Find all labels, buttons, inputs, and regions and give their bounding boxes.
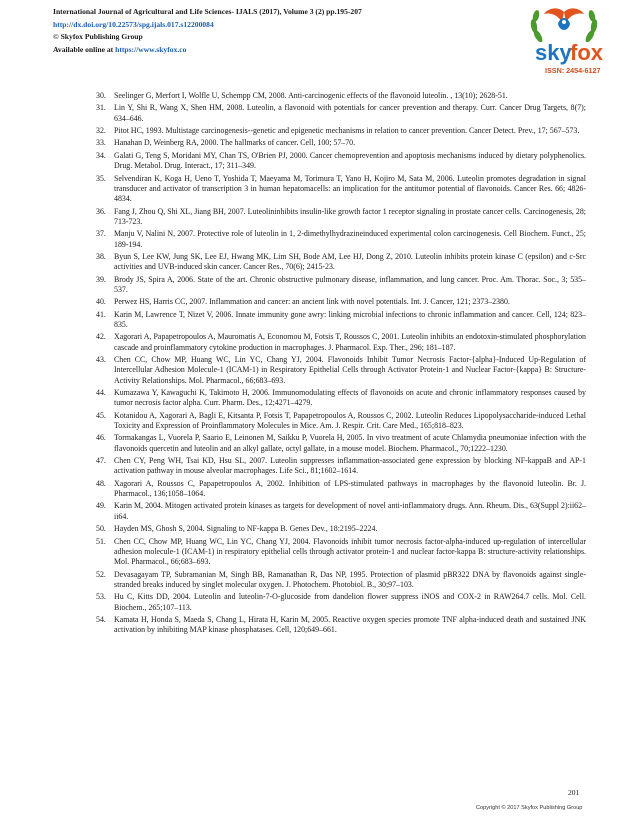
reference-number: 54.: [96, 614, 106, 624]
reference-number: 44.: [96, 388, 106, 398]
reference-number: 33.: [96, 138, 106, 148]
reference-text: Chen CY, Peng WH, Tsai KD, Hsu SL, 2007. Luteolin suppresses inflammation-associated gene expression by blocking NF-kappaB and AP-1 activation pathway in mouse alveolar macrophages. Life Sci., 81;1602–1614.: [114, 456, 586, 476]
reference-text: Chen CC, Chow MP, Huang WC, Lin YC, Chang YJ, 2004. Flavonoids Inhibit Tumor Necrosis Factor-{alpha}-Induced Up-Regulation of Intercellular Adhesion Molecule-1 (ICAM-1) in Respiratory Epithelial Cells through Activator Protein-1 and Nuclear Factor-{kappa} B: Structure-Activity Relationships. Mol. Pharmacol., 66;683–693.: [114, 355, 586, 385]
reference-text: Kotanidou A, Xagorari A, Bagli E, Kitsanta P, Fotsis T, Papapetropoulos A, Roussos C, 2002. Luteolin Reduces Lipopolysaccharide-induced Lethal Toxicity and Expression of Proinflammatory Molecules in Mice. Am. J. Respir. Crit. Care Med., 165;818–823.: [114, 410, 586, 431]
logo-sky: sky: [535, 40, 572, 65]
reference-item: [96, 456, 586, 477]
reference-text: Perwez HS, Harris CC, 2007. Inflammation and cancer: an ancient link with novel potentials. Int. J. Cancer, 121; 2373–2380.: [114, 297, 510, 307]
reference-text: Hanahan D, Weinberg RA, 2000. The hallmarks of cancer. Cell, 100; 57–70.: [114, 138, 356, 148]
reference-text: Kumazawa Y, Kawaguchi K, Takimoto H, 2006. Immunomodulating effects of flavonoids on acute and chronic inflammatory responses caused by tumor necrosis factor alpha. Curr. Pharm. Des., 12;4271–4279.: [114, 388, 586, 408]
reference-item: [96, 138, 586, 148]
reference-item: [96, 433, 586, 454]
bird-icon: [544, 8, 584, 30]
reference-text: Manju V, Nalini N, 2007. Protective role of luteolin in 1, 2-dimethylhydrazineinduced experimental colon carcinogenesis. Cell Biochem. Funct., 25; 189-194.: [114, 229, 586, 249]
reference-item: [96, 592, 586, 613]
page-number: 201: [568, 788, 580, 797]
reference-number: 31.: [96, 103, 106, 113]
reference-text: Hu C, Kitts DD, 2004. Luteolin and luteolin-7-O-glucoside from dandelion flower suppress iNOS and COX-2 in RAW264.7 cells. Mol. Cell. Biochem., 265;107–113.: [114, 592, 586, 612]
reference-text: Xagorari A, Roussos C, Papapetropoulos A, 2002. Inhibition of LPS-stimulated pathways in macrophages by the flavonoid luteolin. Br. J. Pharmacol., 136;1058–1064.: [114, 478, 586, 499]
reference-item: [96, 479, 586, 500]
reference-text: Byun S, Lee KW, Jung SK, Lee EJ, Hwang MK, Lim SH, Bode AM, Lee HJ, Dong Z, 2010. Luteolin inhibits protein kinase C (epsilon) and c-Src activities and UVB-induced skin cancer. Cancer Res., 70(6); 2415-23.: [114, 251, 586, 272]
reference-number: 46.: [96, 433, 106, 443]
reference-item: [96, 615, 586, 636]
reference-number: 40.: [96, 297, 106, 307]
reference-text: Fang J, Zhou Q, Shi XL, Jiang BH, 2007. Luteolininhibits insulin-like growth factor 1 receptor signaling in prostate cancer cells. Carcinogenesis, 28; 713-723.: [114, 206, 586, 226]
reference-text: Xagorari A, Papapetropoulos A, Mauromatis A, Economou M, Fotsis T, Roussos C, 2001. Luteolin inhibits an endotoxin-stimulated phosphorylation cascade and proinflammatory cytokine production in macrophages. J. Pharmacol. Exp. Ther., 296; 181–187.: [114, 332, 586, 352]
reference-item: [96, 151, 586, 172]
reference-number: 47.: [96, 456, 106, 466]
reference-item: [96, 126, 586, 136]
reference-text: Devasagayam TP, Subramanian M, Singh BB, Ramanathan R, Das NP, 1995. Protection of plasmid pBR322 DNA by flavonoids against single-stranded breaks induced by singlet molecular oxygen. J. Photochem. Photobiol. B., 30;97–103.: [114, 569, 586, 589]
reference-number: 48.: [96, 478, 106, 488]
reference-number: 39.: [96, 274, 106, 284]
reference-item: [96, 275, 586, 296]
reference-item: [96, 207, 586, 228]
reference-item: [96, 411, 586, 432]
reference-item: [96, 310, 586, 331]
copyright-notice: Copyright © 2017 Skyfox Publishing Group: [476, 805, 583, 811]
reference-item: [96, 570, 586, 591]
logo-fox: fox: [570, 40, 603, 65]
reference-text: Seelinger G, Merfort I, Wolfle U, Schempp CM, 2008. Anti-carcinogenic effects of the flavonoid luteolin. , 13(10); 2628-51.: [114, 91, 508, 100]
reference-item: [96, 103, 586, 124]
journal-header: [53, 6, 493, 56]
issn-number: ISSN: 2454-6127: [545, 66, 601, 75]
reference-text: Karin M, 2004. Mitogen activated protein kinases as targets for development of novel anti-inflammatory drugs. Ann. Rheum. Dis., 63(Suppl 2):ii62–ii64.: [114, 501, 586, 521]
reference-list: [96, 91, 586, 638]
reference-number: 35.: [96, 173, 106, 183]
reference-text: Pitot HC, 1993. Multistage carcinogenesis--genetic and epigenetic mechanisms in relation to cancer prevention. Cancer Detect. Prev., 17; 567–573.: [114, 126, 580, 136]
reference-item: [96, 229, 586, 250]
reference-number: 51.: [96, 536, 106, 546]
reference-item: [96, 501, 586, 522]
reference-item: [96, 537, 586, 568]
reference-number: 34.: [96, 150, 106, 160]
reference-text: Galati G, Teng S, Moridani MY, Chan TS, O'Brien PJ, 2000. Cancer chemoprevention and apoptosis mechanisms induced by dietary polyphenolics. Drug. Metabol. Drug. Interact., 17; 311–349.: [114, 150, 586, 171]
reference-text: Lin Y, Shi R, Wang X, Shen HM, 2008. Luteolin, a flavonoid with potentials for cancer prevention and therapy. Curr. Cancer Drug Targets, 8(7); 634–646.: [114, 103, 586, 123]
reference-text: Tormakangas L, Vuorela P, Saario E, Leinonen M, Saikku P, Vuorela H, 2005. In vivo treatment of acute Chlamydia pneumoniae infection with the flavonoids quercetin and luteolin and an alkyl gallate, octyl gallate, in a mouse model. Biochem. Pharmacol., 70;1222–1230.: [114, 433, 586, 453]
reference-item: [96, 524, 586, 534]
reference-item: [96, 355, 586, 386]
reference-number: 30.: [96, 91, 106, 100]
reference-number: 53.: [96, 592, 106, 602]
reference-text: Chen CC, Chow MP, Huang WC, Lin YC, Chang YJ, 2004. Flavonoids inhibit tumor necrosis factor-alpha-induced up-regulation of intercellular adhesion molecule-1 (ICAM-1) in respiratory epithelial cells through activator protein-1 and nuclear factor-kappa B: structure-activity relationships. Mol. Pharmacol., 66;683–693.: [114, 536, 586, 567]
reference-number: 32.: [96, 126, 106, 136]
reference-number: 36.: [96, 206, 106, 216]
reference-number: 50.: [96, 524, 106, 534]
online-label: Available online at: [53, 44, 116, 54]
reference-number: 49.: [96, 501, 106, 511]
reference-number: 43.: [96, 355, 106, 365]
reference-text: Brody JS, Spira A, 2006. State of the art. Chronic obstructive pulmonary disease, inflammation, and lung cancer. Proc. Am. Thorac. Soc., 3; 535–537.: [114, 274, 586, 294]
online-availability: [53, 44, 493, 57]
website-link[interactable]: https://www.skyfox.co: [115, 44, 187, 54]
reference-item: [96, 332, 586, 353]
reference-item: [96, 252, 586, 273]
reference-number: 45.: [96, 410, 106, 420]
reference-number: 37.: [96, 229, 106, 239]
journal-citation: International Journal of Agricultural and Life Sciences- IJALS (2017), Volume 3 (2) pp.195-207: [53, 7, 362, 16]
reference-item: [96, 297, 586, 307]
reference-text: Selvendiran K, Koga H, Ueno T, Yoshida T, Maeyama M, Torimura T, Yano H, Kojiro M, Sata M, 2006. Luteolin promotes degradation in signal transducer and activator of transcription 3 in human hepatomacells: an implication for the antitumor potential of flavonoids. Cancer Res. 66; 4826-4834.: [114, 173, 586, 204]
reference-text: Karin M, Lawrence T, Nizet V, 2006. Innate immunity gone awry: linking microbial infections to chronic inflammation and cancer. Cell, 124; 823–835.: [114, 309, 586, 329]
reference-number: 41.: [96, 309, 106, 319]
reference-number: 38.: [96, 251, 106, 261]
reference-item: [96, 91, 586, 101]
reference-number: 42.: [96, 332, 106, 342]
reference-text: Hayden MS, Ghosh S, 2004. Signaling to NF-kappa B. Genes Dev., 18:2195–2224.: [114, 524, 378, 534]
doi-link[interactable]: http://dx.doi.org/10.22573/spg.ijals.017.s12200084: [53, 19, 214, 29]
reference-item: [96, 174, 586, 205]
reference-item: [96, 388, 586, 409]
publisher-line: © Skyfox Publishing Group: [53, 32, 143, 41]
skyfox-logo: [508, 2, 620, 72]
reference-text: Kamata H, Honda S, Maeda S, Chang L, Hirata H, Karin M, 2005. Reactive oxygen species promote TNF alpha-induced death and sustained JNK activation by inhibiting MAP kinase phosphatases. Cell, 120;649–661.: [114, 614, 586, 635]
reference-number: 52.: [96, 569, 106, 579]
